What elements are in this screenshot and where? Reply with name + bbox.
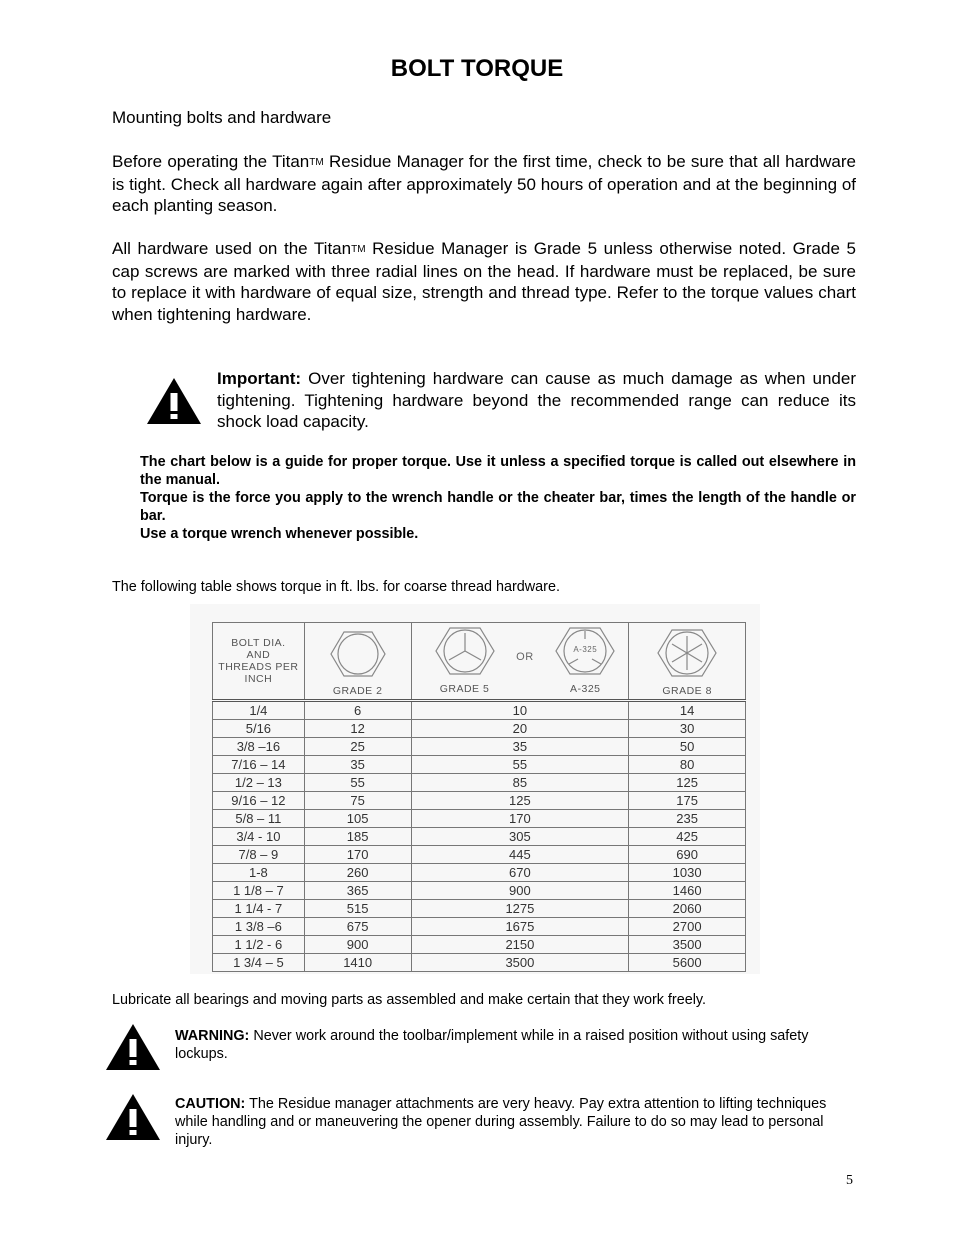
cell-grade-2: 12 [304, 720, 411, 738]
cell-grade-8: 5600 [629, 954, 746, 972]
note-definition: Torque is the force you apply to the wrench handle or the cheater bar, times the length of the handle or bar. [140, 490, 856, 524]
cell-bolt-size: 3/4 - 10 [213, 828, 305, 846]
trademark-mark: TM [309, 157, 324, 168]
cell-bolt-size: 7/16 – 14 [213, 756, 305, 774]
cell-bolt-size: 1 3/8 –6 [213, 918, 305, 936]
warning-triangle-icon [104, 1092, 162, 1142]
header-size-line: BOLT DIA. [231, 637, 286, 649]
header-size-line: AND [246, 649, 271, 661]
cell-bolt-size: 1 3/4 – 5 [213, 954, 305, 972]
cell-grade-5: 55 [411, 756, 629, 774]
table-intro: The following table shows torque in ft. lbs. for coarse thread hardware. [112, 579, 560, 595]
cell-bolt-size: 1 1/4 - 7 [213, 900, 305, 918]
cell-grade-5: 900 [411, 882, 629, 900]
a325-head-marking: A-325 [573, 645, 598, 654]
caution-label: CAUTION: [175, 1096, 246, 1112]
table-row [213, 882, 746, 900]
cell-grade-2: 185 [304, 828, 411, 846]
cell-grade-8: 80 [629, 756, 746, 774]
cell-grade-2: 675 [304, 918, 411, 936]
cell-grade-8: 1030 [629, 864, 746, 882]
torque-table-body [213, 701, 746, 972]
table-row [213, 900, 746, 918]
cell-grade-8: 2060 [629, 900, 746, 918]
cell-bolt-size: 3/8 –16 [213, 738, 305, 756]
cell-grade-2: 105 [304, 810, 411, 828]
grade-8-label: GRADE 8 [662, 685, 712, 697]
cell-grade-8: 125 [629, 774, 746, 792]
header-grade-8 [629, 623, 746, 701]
table-row [213, 774, 746, 792]
cell-grade-8: 175 [629, 792, 746, 810]
warning-text: Never work around the toolbar/implement while in a raised position without using safety lockups. [175, 1028, 809, 1062]
table-row [213, 701, 746, 720]
cell-grade-5: 35 [411, 738, 629, 756]
important-text: Over tightening hardware can cause as much damage as when under tightening. Tightening hardware beyond the recommended range can reduce its shock load capacity. [217, 369, 856, 431]
cell-grade-8: 425 [629, 828, 746, 846]
torque-table [212, 622, 746, 972]
table-row [213, 756, 746, 774]
cell-grade-2: 75 [304, 792, 411, 810]
cell-grade-2: 515 [304, 900, 411, 918]
header-size-line: THREADS PER [218, 661, 299, 673]
cell-grade-5: 670 [411, 864, 629, 882]
cell-grade-2: 365 [304, 882, 411, 900]
cell-grade-8: 235 [629, 810, 746, 828]
cell-bolt-size: 1 1/8 – 7 [213, 882, 305, 900]
cell-bolt-size: 7/8 – 9 [213, 846, 305, 864]
table-row [213, 954, 746, 972]
cell-grade-8: 2700 [629, 918, 746, 936]
cell-grade-2: 170 [304, 846, 411, 864]
paragraph-hardware-grade [112, 238, 856, 325]
table-row [213, 864, 746, 882]
table-row [213, 720, 746, 738]
cell-grade-8: 3500 [629, 936, 746, 954]
page-number: 5 [846, 1173, 853, 1188]
trademark-mark: TM [351, 244, 366, 255]
table-row [213, 738, 746, 756]
table-header-row [213, 623, 746, 701]
cell-grade-5: 125 [411, 792, 629, 810]
cell-grade-2: 260 [304, 864, 411, 882]
cell-bolt-size: 5/8 – 11 [213, 810, 305, 828]
table-row [213, 936, 746, 954]
table-row [213, 810, 746, 828]
table-row [213, 792, 746, 810]
caution-text: The Residue manager attachments are very heavy. Pay extra attention to lifting techniques while handling and or maneuvering the opener during assembly. Failure to do so may lead to personal injury. [175, 1096, 827, 1148]
cell-bolt-size: 5/16 [213, 720, 305, 738]
grade-2-label: GRADE 2 [332, 685, 383, 697]
note-guide: The chart below is a guide for proper torque. Use it unless a specified torque is called out elsewhere in the manual. [140, 454, 856, 488]
page-title: BOLT TORQUE [390, 55, 564, 82]
table-row [213, 828, 746, 846]
para1-text-b: Residue Manager for the first time, check to be sure that all hardware is tight. Check all hardware again after approximately 50 hours of operation and at the beginning of each planting season. [112, 152, 856, 215]
table-row [213, 918, 746, 936]
cell-grade-2: 900 [304, 936, 411, 954]
cell-grade-8: 14 [629, 701, 746, 720]
cell-grade-5: 3500 [411, 954, 629, 972]
cell-grade-5: 1675 [411, 918, 629, 936]
paragraph-before-operating [112, 151, 856, 217]
para2-text-a: All hardware used on the Titan [112, 239, 352, 258]
cell-grade-5: 2150 [411, 936, 629, 954]
table-row [213, 846, 746, 864]
cell-grade-2: 6 [304, 701, 411, 720]
cell-grade-2: 25 [304, 738, 411, 756]
cell-bolt-size: 9/16 – 12 [213, 792, 305, 810]
warning-triangle-icon [104, 1022, 162, 1072]
or-label: OR [516, 651, 534, 663]
cell-grade-8: 30 [629, 720, 746, 738]
header-bolt-size [213, 623, 305, 701]
grade-5-label: GRADE 5 [439, 683, 490, 695]
cell-grade-2: 55 [304, 774, 411, 792]
cell-grade-5: 170 [411, 810, 629, 828]
para1-text-a: Before operating the Titan [112, 152, 310, 171]
torque-notes [140, 453, 856, 543]
header-grade-5-a325 [411, 623, 629, 701]
important-label: Important: [217, 369, 302, 388]
cell-grade-8: 690 [629, 846, 746, 864]
warning-triangle-icon [145, 376, 203, 426]
cell-grade-5: 20 [411, 720, 629, 738]
lubricate-note: Lubricate all bearings and moving parts as assembled and make certain that they work freely. [112, 992, 707, 1008]
para2-text-b: Residue Manager is Grade 5 unless otherwise noted. Grade 5 cap screws are marked with three radial lines on the head. If hardware must be replaced, be sure to replace it with hardware of equal size, strength and thread type. Refer to the torque values chart when tightening hardware. [112, 239, 856, 324]
cell-grade-8: 50 [629, 738, 746, 756]
header-grade-2 [304, 623, 411, 701]
hex-bolt-head-grade8-icon [656, 627, 718, 679]
cell-grade-5: 10 [411, 701, 629, 720]
cell-bolt-size: 1/4 [213, 701, 305, 720]
cell-bolt-size: 1/2 – 13 [213, 774, 305, 792]
important-notice [217, 368, 856, 433]
cell-bolt-size: 1-8 [213, 864, 305, 882]
cell-grade-8: 1460 [629, 882, 746, 900]
section-subtitle: Mounting bolts and hardware [112, 108, 332, 127]
cell-grade-5: 1275 [411, 900, 629, 918]
cell-grade-5: 305 [411, 828, 629, 846]
a325-label: A-325 [570, 683, 601, 695]
cell-bolt-size: 1 1/2 - 6 [213, 936, 305, 954]
hex-bolt-head-grade5-icon [434, 625, 496, 677]
cell-grade-2: 1410 [304, 954, 411, 972]
hex-bolt-head-icon [329, 629, 387, 679]
warning-label: WARNING: [175, 1028, 250, 1044]
note-wrench: Use a torque wrench whenever possible. [140, 526, 419, 542]
cell-grade-5: 85 [411, 774, 629, 792]
caution-notice [175, 1095, 856, 1149]
cell-grade-2: 35 [304, 756, 411, 774]
warning-notice [175, 1027, 856, 1063]
header-size-line: INCH [244, 673, 273, 685]
cell-grade-5: 445 [411, 846, 629, 864]
